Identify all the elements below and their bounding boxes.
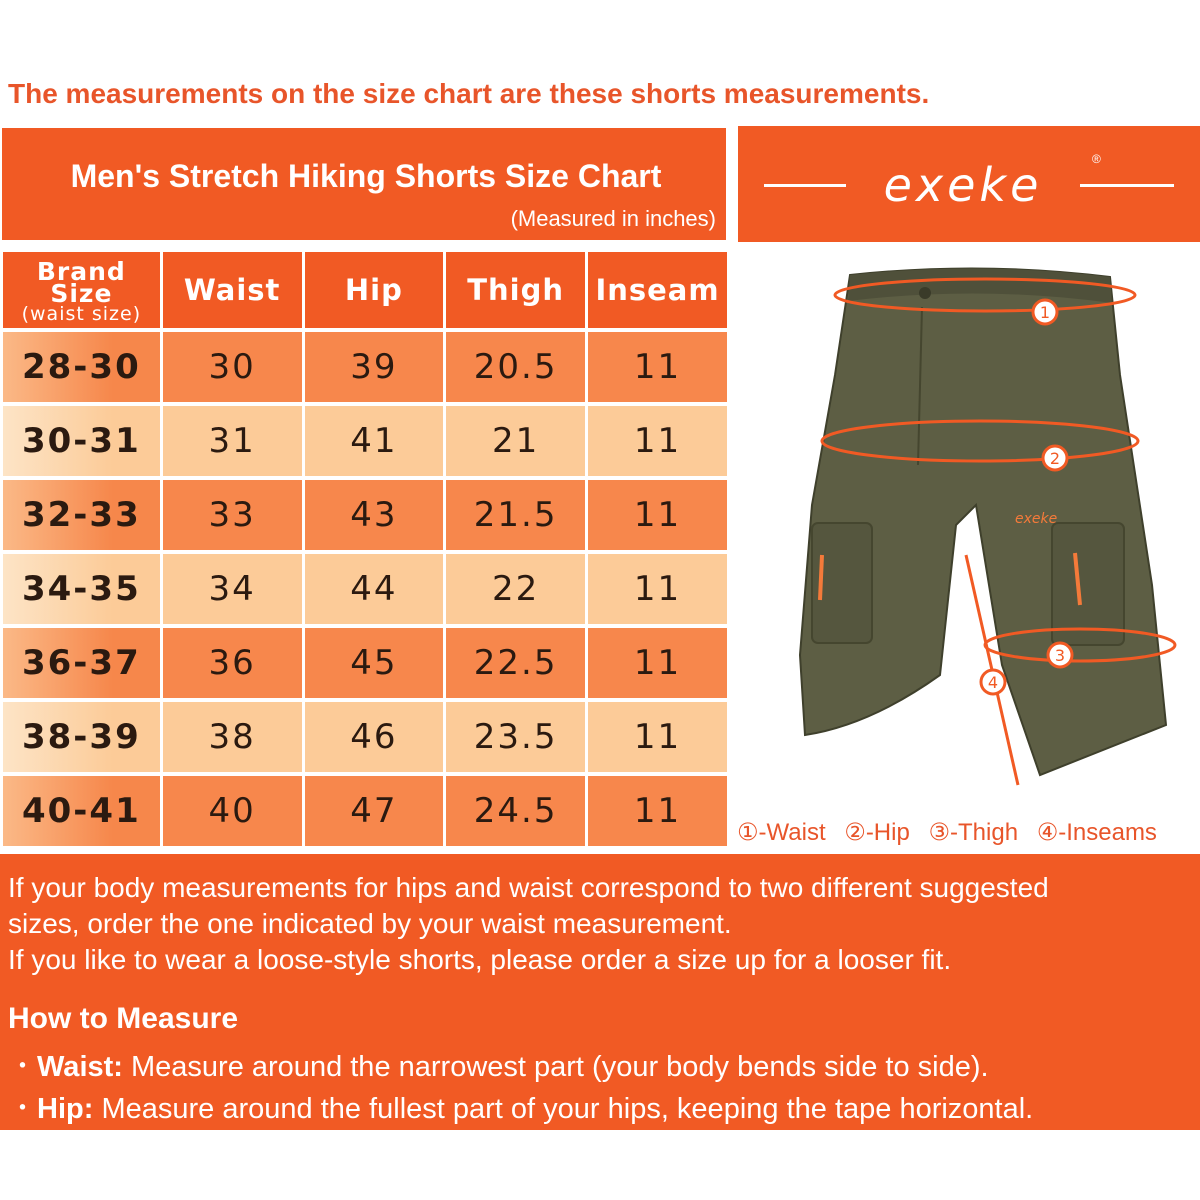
waist-instruction-text: Measure around the narrowest part (your body bends side to side). xyxy=(122,1051,989,1083)
cell-hip: 41 xyxy=(305,406,444,476)
unit-note: (Measured in inches) xyxy=(510,206,716,231)
cell-inseam: 11 xyxy=(588,406,727,476)
how-to-measure-heading: How to Measure xyxy=(8,1002,239,1035)
header-hip: Hip xyxy=(305,252,444,328)
hip-instruction xyxy=(8,1086,1033,1127)
header-waist: Waist xyxy=(163,252,302,328)
marker-thigh xyxy=(1048,643,1072,667)
cell-waist: 40 xyxy=(163,776,302,846)
cell-thigh: 22.5 xyxy=(446,628,585,698)
chart-title-box xyxy=(0,126,728,242)
cell-hip: 46 xyxy=(305,702,444,772)
legend-hip: ②-Hip xyxy=(844,819,910,846)
cell-waist: 31 xyxy=(163,406,302,476)
cell-hip: 44 xyxy=(305,554,444,624)
headline: The measurements on the size chart are these shorts measurements. xyxy=(8,78,930,109)
registered-mark: ® xyxy=(1092,152,1101,166)
fit-notes-panel xyxy=(0,854,1200,1130)
brand-logo: exeke xyxy=(883,158,1043,212)
header-inseam: Inseam xyxy=(588,252,727,328)
shorts-diagram xyxy=(790,255,1190,815)
legend-waist: ①-Waist xyxy=(737,819,826,846)
cell-waist: 34 xyxy=(163,554,302,624)
marker-inseam xyxy=(981,670,1005,694)
cell-inseam: 11 xyxy=(588,702,727,772)
cell-thigh: 22 xyxy=(446,554,585,624)
button-icon xyxy=(919,287,931,299)
cell-thigh: 21.5 xyxy=(446,480,585,550)
cell-inseam: 11 xyxy=(588,480,727,550)
cell-waist: 30 xyxy=(163,332,302,402)
left-zipper-pull xyxy=(820,555,822,600)
bullet-icon: ・ xyxy=(8,1051,38,1083)
cell-brand-size: 28-30 xyxy=(3,332,160,402)
cell-brand-size: 40-41 xyxy=(3,776,160,846)
table-row xyxy=(3,332,727,402)
table-row xyxy=(3,776,727,846)
table-header-row xyxy=(3,252,727,328)
header-brand-size-sub: (waist size) xyxy=(21,303,142,325)
marker-hip xyxy=(1043,446,1067,470)
cell-brand-size: 34-35 xyxy=(3,554,160,624)
chart-title: Men's Stretch Hiking Shorts Size Chart xyxy=(70,158,662,194)
cell-thigh: 20.5 xyxy=(446,332,585,402)
cell-thigh: 21 xyxy=(446,406,585,476)
table-row xyxy=(3,628,727,698)
shorts-illustration xyxy=(800,268,1166,775)
hip-instruction-label: Hip: xyxy=(37,1093,94,1125)
marker-thigh-label: 3 xyxy=(1054,646,1066,665)
note-line-2: sizes, order the one indicated by your waist measurement. xyxy=(8,908,732,939)
hip-instruction-text: Measure around the fullest part of your hips, keeping the tape horizontal. xyxy=(93,1093,1034,1125)
waist-instruction xyxy=(8,1044,989,1085)
cell-brand-size: 30-31 xyxy=(3,406,160,476)
waist-instruction-label: Waist: xyxy=(37,1051,123,1083)
cell-thigh: 23.5 xyxy=(446,702,585,772)
header-brand-size-label: Brand Size xyxy=(36,257,126,308)
note-line-3: If you like to wear a loose-style shorts, please order a size up for a looser fit. xyxy=(8,944,952,975)
marker-inseam-label: 4 xyxy=(987,673,999,692)
marker-waist-label: 1 xyxy=(1039,303,1051,322)
legend-thigh: ③-Thigh xyxy=(928,819,1019,846)
marker-hip-label: 2 xyxy=(1049,449,1061,468)
table-row xyxy=(3,480,727,550)
cell-inseam: 11 xyxy=(588,332,727,402)
cell-hip: 39 xyxy=(305,332,444,402)
size-chart-table xyxy=(0,248,730,850)
cell-waist: 33 xyxy=(163,480,302,550)
cell-thigh: 24.5 xyxy=(446,776,585,846)
logo-line-right xyxy=(1080,184,1174,187)
table-row xyxy=(3,554,727,624)
cell-brand-size: 32-33 xyxy=(3,480,160,550)
brand-logo-box xyxy=(738,126,1200,242)
cell-hip: 47 xyxy=(305,776,444,846)
legend-inseams: ④-Inseams xyxy=(1036,819,1157,846)
cell-brand-size: 36-37 xyxy=(3,628,160,698)
cell-waist: 38 xyxy=(163,702,302,772)
cell-inseam: 11 xyxy=(588,628,727,698)
bullet-icon: ・ xyxy=(8,1093,38,1125)
cell-inseam: 11 xyxy=(588,554,727,624)
header-brand-size xyxy=(3,252,160,328)
table-row xyxy=(3,406,727,476)
marker-waist xyxy=(1033,300,1057,324)
logo-line-left xyxy=(764,184,846,187)
cell-hip: 43 xyxy=(305,480,444,550)
table-row xyxy=(3,702,727,772)
cell-hip: 45 xyxy=(305,628,444,698)
right-cargo-pocket xyxy=(1052,523,1124,645)
cell-brand-size: 38-39 xyxy=(3,702,160,772)
note-line-1: If your body measurements for hips and waist correspond to two different suggested xyxy=(8,872,1049,903)
shorts-logo: exeke xyxy=(1015,511,1058,527)
header-thigh: Thigh xyxy=(446,252,585,328)
cell-inseam: 11 xyxy=(588,776,727,846)
cell-waist: 36 xyxy=(163,628,302,698)
measure-legend xyxy=(737,818,1197,847)
